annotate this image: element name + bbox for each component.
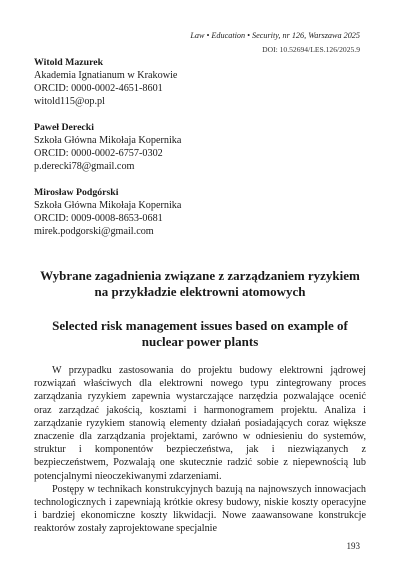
- author-block: [34, 121, 181, 173]
- author-orcid: ORCID: 0000-0002-6757-0302: [34, 148, 163, 159]
- author-block: [34, 186, 181, 238]
- author-email: mirek.podgorski@gmail.com: [34, 226, 154, 237]
- journal-header: Law • Education • Security, nr 126, Warszawa 2025: [190, 31, 360, 40]
- author-name: Paweł Derecki: [34, 122, 94, 133]
- author-email: p.derecki78@gmail.com: [34, 161, 135, 172]
- author-affiliation: Szkoła Główna Mikołaja Kopernika: [34, 200, 182, 211]
- author-affiliation: Szkoła Główna Mikołaja Kopernika: [34, 135, 182, 146]
- author-orcid: ORCID: 0000-0002-4651-8601: [34, 83, 163, 94]
- doi-label: DOI: 10.52694/LES.126/2025.9: [262, 45, 360, 54]
- page-number: 193: [346, 541, 360, 551]
- author-affiliation: Akademia Ignatianum w Krakowie: [34, 70, 178, 81]
- paragraph: Postępy w technikach konstrukcyjnych bazują na najnowszych innowacjach technologicznych i zapewniają krótkie okresy budowy, niskie koszty operacyjne i bardziej ekonomiczne koszty likwidacji. Nowe zaawansowane konstrukcje reaktorów zostały zaprojektowane specjalnie: [34, 483, 366, 535]
- author-email: witold115@op.pl: [34, 96, 105, 107]
- author-orcid: ORCID: 0009-0008-8653-0681: [34, 213, 163, 224]
- title-english: Selected risk management issues based on example of nuclear power plants: [52, 318, 348, 349]
- author-name: Mirosław Podgórski: [34, 187, 119, 198]
- article-body: [34, 364, 366, 536]
- author-block: [34, 56, 177, 108]
- title-polish: Wybrane zagadnienia związane z zarządzaniem ryzykiem na przykładzie elektrowni atomowych: [40, 268, 360, 299]
- paragraph: W przypadku zastosowania do projektu budowy elektrowni jądrowej rozwiązań właściwych dla elektrowni nowego typu zintegrowany proces zarządzania ryzykiem zapewnia wystarczające narzędzia pozwalające ocenić oraz zarządzać jakością, kosztami i harmonogramem projektu. Analiza i zarządzanie ryzykiem stanowią elementy działań posiadających coraz większe znaczenie dla zarządzania projektami, zarówno w odniesieniu do systemów, struktur i komponentów bezpieczeństwa, jak i niezwiązanych z bezpieczeństwem, Pozwalają one skutecznie radzić sobie z niepewnością lub potencjalnymi nieoczekiwanymi zdarzeniami.: [34, 365, 366, 482]
- author-name: Witold Mazurek: [34, 57, 104, 68]
